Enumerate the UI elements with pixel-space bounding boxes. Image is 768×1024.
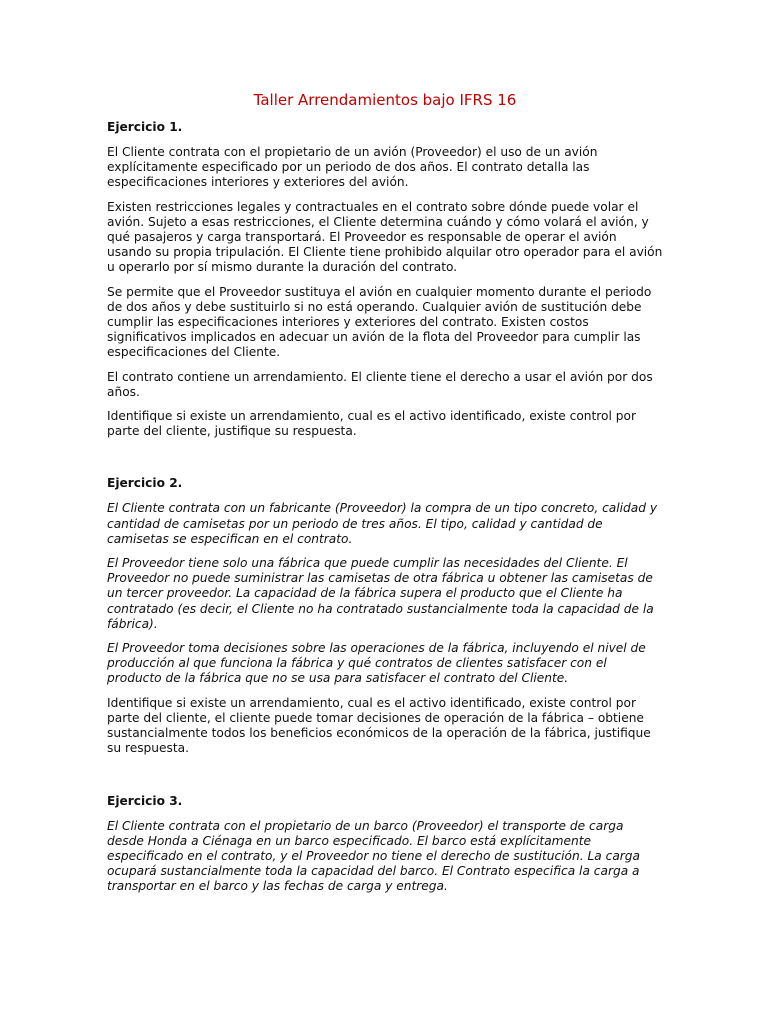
exercise-1 [107, 120, 663, 439]
document-page [107, 90, 663, 904]
paragraph: El Cliente contrata con un fabricante (Proveedor) la compra de un tipo concreto, calidad y cantidad de camisetas por un periodo de tres años. El tipo, calidad y cantidad de camisetas se especifican en el contrato. [107, 501, 658, 546]
exercise-heading: Ejercicio 3. [107, 793, 183, 808]
exercise-heading: Ejercicio 1. [107, 120, 183, 134]
exercise-heading: Ejercicio 2. [107, 476, 183, 491]
exercise-2 [107, 476, 663, 756]
exercise-3 [107, 794, 663, 895]
section-spacer [107, 448, 663, 476]
paragraph: El contrato contiene un arrendamiento. El cliente tiene el derecho a usar el avión por dos años. [107, 369, 653, 399]
paragraph: Se permite que el Proveedor sustituya el avión en cualquier momento durante el periodo de dos años y debe sustituirlo si no está operando. Cualquier avión de sustitución debe cumplir las especificaciones interiores y exteriores del contrato. Existen costos significativos implicados en adecuar un avión de la flota del Proveedor para cumplir las especificaciones del Cliente. [107, 284, 652, 360]
paragraph: El Cliente contrata con el propietario de un avión (Proveedor) el uso de un avión explícitamente especificado por un periodo de dos años. El contrato detalla las especificaciones interiores y exteriores del avión. [107, 145, 598, 190]
paragraph: El Proveedor tiene solo una fábrica que puede cumplir las necesidades del Cliente. El Proveedor no puede suministrar las camisetas de otra fábrica u obtener las camisetas de un tercer proveedor. La capacidad de la fábrica supera el producto que el Cliente ha contratado (es decir, el Cliente no ha contratado sustancialmente toda la capacidad de la fábrica). [107, 556, 654, 631]
paragraph: Existen restricciones legales y contractuales en el contrato sobre dónde puede volar el avión. Sujeto a esas restricciones, el Cliente determina cuándo y cómo volará el avión, y qué pasajeros y carga transportará. El Proveedor es responsable de operar el avión usando su propia tripulación. El Cliente tiene prohibido alquilar otro operador para el avión u operarlo por sí mismo durante la duración del contrato. [107, 199, 663, 275]
paragraph: Identifique si existe un arrendamiento, cual es el activo identificado, existe control por parte del cliente, el cliente puede tomar decisiones de operación de la fábrica – obtiene sustancialmente todos los beneficios económicos de la operación de la fábrica, justifique su respuesta. [107, 695, 651, 756]
document-title: Taller Arrendamientos bajo IFRS 16 [253, 91, 517, 109]
paragraph: El Proveedor toma decisiones sobre las operaciones de la fábrica, incluyendo el nivel de producción al que funciona la fábrica y qué contratos de clientes satisfacer con el producto de la fábrica que no se usa para satisfacer el contrato del Cliente. [107, 641, 646, 686]
paragraph: El Cliente contrata con el propietario de un barco (Proveedor) el transporte de carga desde Honda a Ciénaga en un barco especificado. El barco está explícitamente especificado en el contrato, y el Proveedor no tiene el derecho de sustitución. La carga ocupará sustancialmente toda la capacidad del barco. El Contrato especifica la carga a transportar en el barco y las fechas de carga y entrega. [107, 818, 641, 894]
paragraph: Identifique si existe un arrendamiento, cual es el activo identificado, existe control por parte del cliente, justifique su respuesta. [107, 409, 636, 439]
section-spacer [107, 766, 663, 794]
